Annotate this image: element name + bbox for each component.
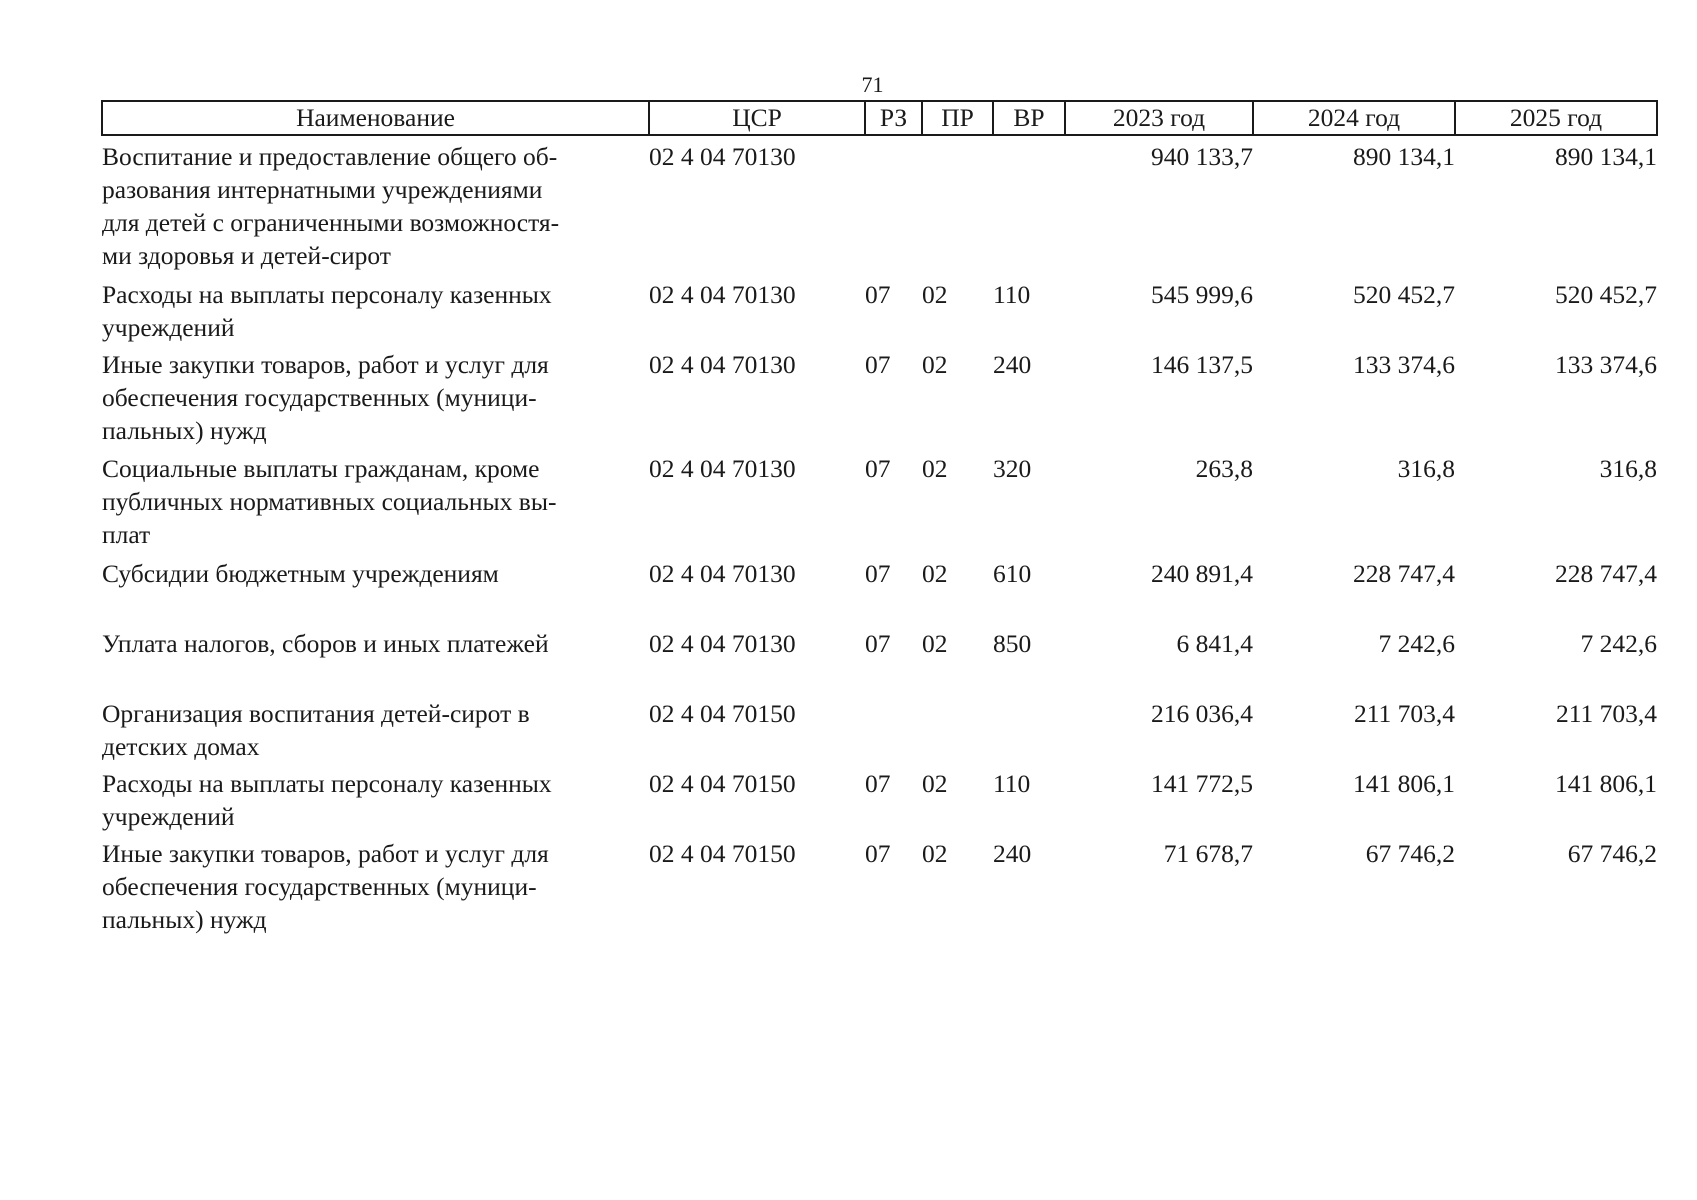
cell-2023: 141 772,5: [1151, 769, 1253, 798]
cell-name: [102, 344, 649, 448]
cell-2023: 216 036,4: [1151, 699, 1253, 728]
cell-rz: 07: [865, 280, 891, 309]
cell-name: [102, 553, 649, 623]
cell-2025: 133 374,6: [1555, 350, 1657, 379]
cell-2024: 141 806,1: [1353, 769, 1455, 798]
name-line: Уплата налогов, сборов и иных платежей: [102, 629, 549, 658]
cell-pr: 02: [922, 350, 948, 379]
cell-rz: 07: [865, 839, 891, 868]
page-number: 71: [861, 72, 884, 97]
cell-2024: 520 452,7: [1353, 280, 1455, 309]
cell-vr: [993, 693, 1065, 763]
cell-pr: 02: [922, 559, 948, 588]
cell-2023: 240 891,4: [1151, 559, 1253, 588]
name-line: пальных) нужд: [102, 905, 267, 934]
cell-rz: 07: [865, 769, 891, 798]
cell-vr: 240: [993, 839, 1032, 868]
name-line: Социальные выплаты гражданам, кроме: [102, 454, 540, 483]
name-line: для детей с ограниченными возможностя-: [102, 208, 560, 237]
cell-2023: 263,8: [1195, 454, 1253, 483]
name-line: учреждений: [102, 802, 235, 831]
cell-2025: 316,8: [1599, 454, 1657, 483]
name-line: Иные закупки товаров, работ и услуг для: [102, 350, 549, 379]
cell-rz: 07: [865, 629, 891, 658]
cell-vr: 850: [993, 629, 1032, 658]
cell-csr: 02 4 04 70150: [649, 699, 796, 728]
table-row: [102, 553, 1657, 623]
cell-2023: 940 133,7: [1151, 142, 1253, 171]
cell-2024: 890 134,1: [1353, 142, 1455, 171]
header-2025: 2025 год: [1455, 101, 1657, 135]
cell-name: [102, 833, 649, 936]
header-2024: 2024 год: [1253, 101, 1455, 135]
table-row: [102, 763, 1657, 833]
name-line: публичных нормативных социальных вы-: [102, 487, 557, 516]
table-row: [102, 693, 1657, 763]
cell-rz: [865, 693, 922, 763]
cell-rz: [865, 135, 922, 274]
cell-name: [102, 693, 649, 763]
header-vr: ВР: [993, 101, 1065, 135]
table-body: [102, 135, 1657, 936]
name-line: Расходы на выплаты персоналу казенных: [102, 769, 552, 798]
cell-2025: 67 746,2: [1567, 839, 1657, 868]
cell-2024: 7 242,6: [1378, 629, 1455, 658]
cell-2025: 520 452,7: [1555, 280, 1657, 309]
name-line: пальных) нужд: [102, 416, 267, 445]
table-row: [102, 448, 1657, 553]
cell-name: [102, 623, 649, 693]
header-name: Наименование: [102, 101, 649, 135]
cell-csr: 02 4 04 70150: [649, 839, 796, 868]
cell-csr: 02 4 04 70130: [649, 142, 796, 171]
cell-vr: 110: [993, 769, 1031, 798]
cell-vr: 320: [993, 454, 1032, 483]
header-pr: ПР: [922, 101, 993, 135]
cell-vr: [993, 135, 1065, 274]
header-rz: РЗ: [865, 101, 922, 135]
cell-csr: 02 4 04 70130: [649, 280, 796, 309]
cell-name: [102, 274, 649, 344]
cell-csr: 02 4 04 70130: [649, 629, 796, 658]
cell-pr: [922, 135, 993, 274]
cell-2024: 211 703,4: [1353, 699, 1455, 728]
cell-rz: 07: [865, 350, 891, 379]
name-line: ми здоровья и детей-сирот: [102, 241, 391, 270]
cell-2023: 545 999,6: [1151, 280, 1253, 309]
cell-csr: 02 4 04 70150: [649, 769, 796, 798]
table-row: [102, 833, 1657, 936]
cell-2025: 890 134,1: [1555, 142, 1657, 171]
name-line: детских домах: [102, 732, 260, 761]
table-row: [102, 623, 1657, 693]
cell-2024: 228 747,4: [1353, 559, 1455, 588]
cell-2024: 67 746,2: [1365, 839, 1455, 868]
cell-pr: 02: [922, 454, 948, 483]
cell-2025: 228 747,4: [1555, 559, 1657, 588]
cell-rz: 07: [865, 454, 891, 483]
table-row: [102, 135, 1657, 274]
table-row: [102, 344, 1657, 448]
cell-csr: 02 4 04 70130: [649, 350, 796, 379]
name-line: плат: [102, 520, 151, 549]
name-line: Расходы на выплаты персоналу казенных: [102, 280, 552, 309]
budget-table: [101, 100, 1658, 936]
cell-vr: 240: [993, 350, 1032, 379]
cell-2025: 7 242,6: [1580, 629, 1657, 658]
cell-pr: 02: [922, 839, 948, 868]
cell-vr: 110: [993, 280, 1031, 309]
cell-2025: 211 703,4: [1555, 699, 1657, 728]
header-csr: ЦСР: [649, 101, 865, 135]
header-2023: 2023 год: [1065, 101, 1253, 135]
name-line: Субсидии бюджетным учреждениям: [102, 559, 499, 588]
cell-name: [102, 763, 649, 833]
name-line: Воспитание и предоставление общего об-: [102, 142, 558, 171]
cell-name: [102, 135, 649, 274]
cell-pr: [922, 693, 993, 763]
cell-vr: 610: [993, 559, 1032, 588]
cell-pr: 02: [922, 280, 948, 309]
name-line: Организация воспитания детей-сирот в: [102, 699, 530, 728]
cell-csr: 02 4 04 70130: [649, 559, 796, 588]
cell-name: [102, 448, 649, 553]
name-line: обеспечения государственных (муници-: [102, 872, 537, 901]
cell-csr: 02 4 04 70130: [649, 454, 796, 483]
cell-2023: 71 678,7: [1163, 839, 1253, 868]
cell-pr: 02: [922, 769, 948, 798]
table-header-row: [102, 101, 1657, 135]
cell-rz: 07: [865, 559, 891, 588]
cell-2023: 6 841,4: [1176, 629, 1253, 658]
cell-2024: 133 374,6: [1353, 350, 1455, 379]
name-line: Иные закупки товаров, работ и услуг для: [102, 839, 549, 868]
cell-2025: 141 806,1: [1555, 769, 1657, 798]
name-line: разования интернатными учреждениями: [102, 175, 543, 204]
name-line: учреждений: [102, 313, 235, 342]
cell-pr: 02: [922, 629, 948, 658]
cell-2024: 316,8: [1397, 454, 1455, 483]
name-line: обеспечения государственных (муници-: [102, 383, 537, 412]
cell-2023: 146 137,5: [1151, 350, 1253, 379]
table-row: [102, 274, 1657, 344]
